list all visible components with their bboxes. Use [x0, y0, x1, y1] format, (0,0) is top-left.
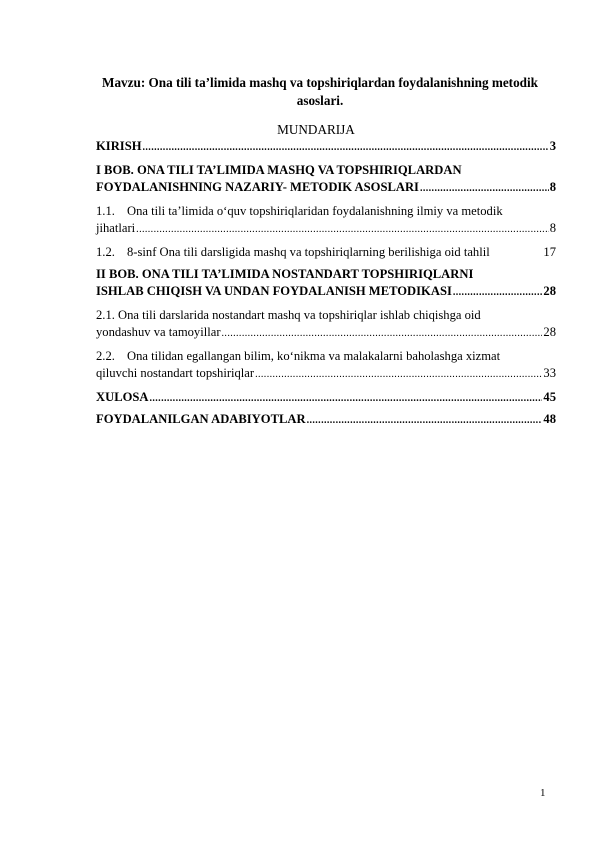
section-number: 2.2. [96, 349, 115, 363]
dot-leader [453, 284, 543, 301]
toc-entry-references [96, 411, 556, 429]
toc-page-number: 3 [549, 139, 556, 153]
toc-page-number: 28 [543, 325, 556, 339]
toc-entry-chapter-2 [96, 266, 556, 301]
toc-entry-intro [96, 138, 556, 156]
toc-entry-label: XULOSA [96, 390, 149, 404]
dot-leader [143, 139, 549, 156]
toc-entry-label: 8-sinf Ona tili darsligida mashq va topshiriqlarning berilishiga oid tahlil [127, 245, 490, 259]
toc-entry-label: FOYDALANILGAN ADABIYOTLAR [96, 412, 306, 426]
toc-entry-label: Ona tili ta’limida o‘quv topshiriqlaridan foydalanishning ilmiy va metodik [127, 204, 503, 218]
topic-line-2: asoslari. [296, 93, 344, 108]
table-of-contents [96, 138, 556, 429]
toc-entry-label: 2.1. Ona tili darslarida nostandart mashq va topshiriqlar ishlab chiqishga oid [96, 308, 481, 322]
toc-page-number: 8 [549, 221, 556, 235]
toc-page-number: 17 [543, 245, 556, 259]
page-number: 1 [540, 787, 546, 799]
toc-title: MUNDARIJA [277, 122, 355, 137]
section-number: 1.1. [96, 204, 115, 218]
toc-page-number: 33 [543, 366, 556, 380]
toc-page-number: 28 [543, 284, 556, 298]
toc-entry-label-cont: ISHLAB CHIQISH VA UNDAN FOYDALANISH METODIKASI [96, 284, 452, 298]
toc-page-number: 8 [549, 180, 556, 194]
toc-entry-chapter-1 [96, 162, 556, 197]
toc-page-number: 48 [543, 412, 556, 426]
toc-entry-conclusion [96, 389, 556, 407]
toc-entry-label-cont: yondashuv va tamoyillar [96, 325, 221, 339]
dot-leader [307, 412, 543, 429]
dot-leader [255, 366, 542, 383]
toc-entry-label-cont: qiluvchi nostandart topshiriqlar [96, 366, 255, 380]
dot-leader [149, 390, 542, 407]
toc-entry-section-2-2 [96, 348, 556, 383]
toc-page-number: 45 [543, 390, 556, 404]
toc-entry-section-2-1 [96, 307, 556, 342]
toc-entry-label: KIRISH [96, 139, 142, 153]
toc-entry-section-1-1 [96, 203, 556, 238]
toc-entry-label-cont: jihatlari [96, 221, 136, 235]
dot-leader [222, 325, 543, 342]
topic-line-1: Mavzu: Ona tili ta’limida mashq va topshiriqlardan foydalanishning metodik [102, 75, 538, 90]
topic-heading [80, 74, 560, 110]
toc-entry-section-1-2 [96, 244, 556, 261]
dot-leader [136, 221, 549, 238]
toc-entry-label: II BOB. ONA TILI TA’LIMIDA NOSTANDART TOPSHIRIQLARNI [96, 267, 474, 281]
toc-entry-label: Ona tilidan egallangan bilim, ko‘nikma va malakalarni baholashga xizmat [127, 349, 501, 363]
dot-leader [420, 180, 549, 197]
toc-entry-label: I BOB. ONA TILI TA’LIMIDA MASHQ VA TOPSHIRIQLARDAN [96, 163, 462, 177]
section-number: 1.2. [96, 245, 115, 259]
toc-entry-label-cont: FOYDALANISHNING NAZARIY- METODIK ASOSLARI [96, 180, 419, 194]
